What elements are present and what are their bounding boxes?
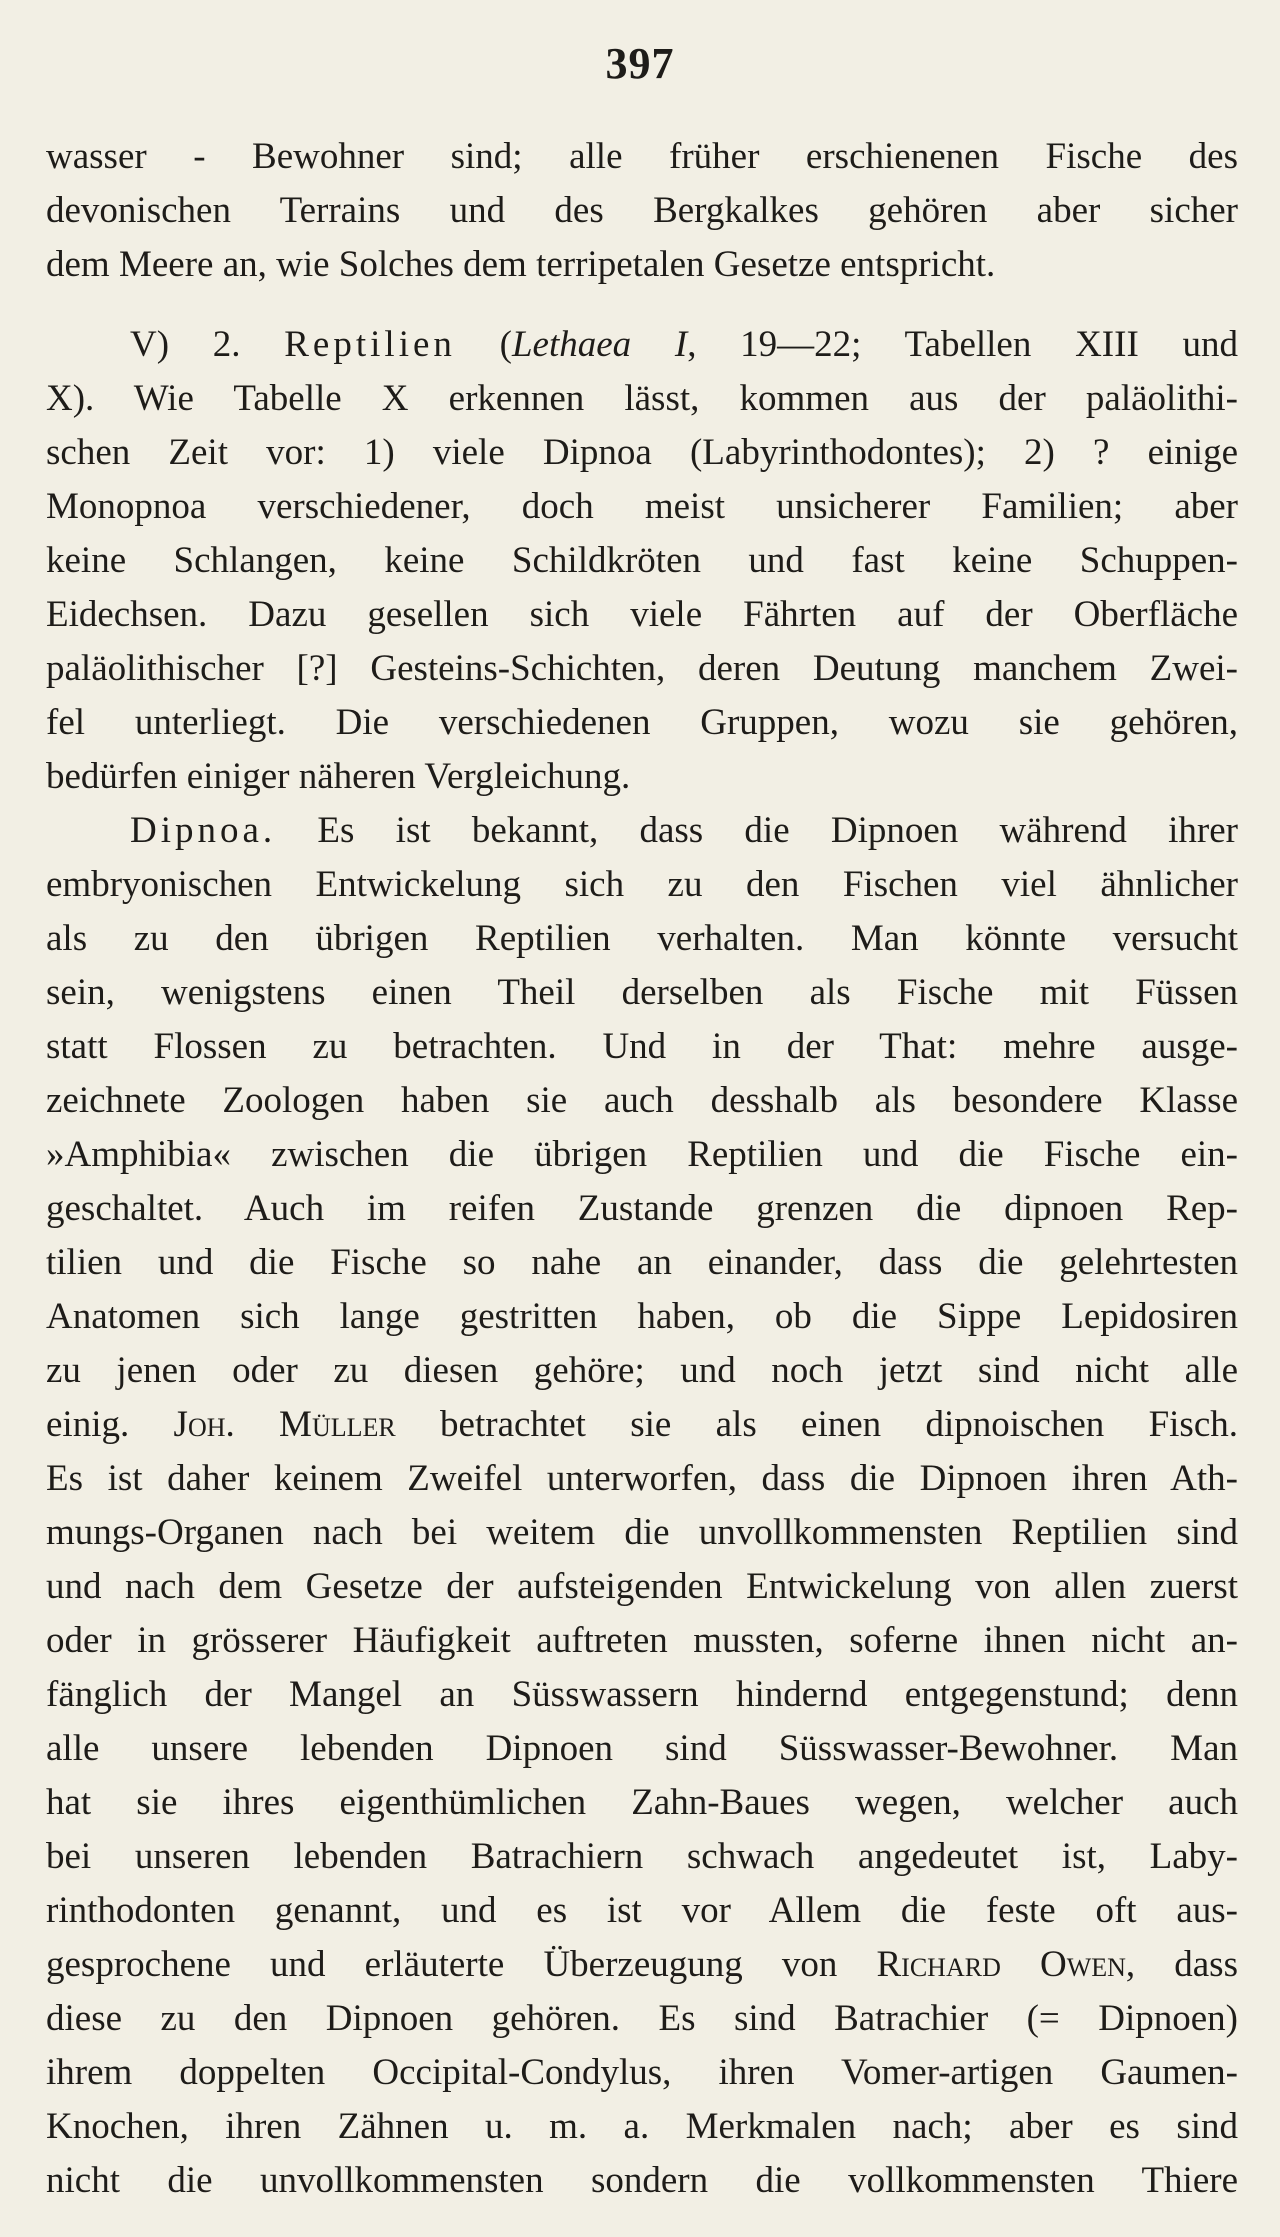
paragraph-title: Dipnoa. [130, 810, 277, 851]
text-line: und nach dem Gesetze der aufsteigenden Entwickelung von allen zuerst [46, 1566, 1238, 1607]
section-title: Reptilien [284, 324, 456, 365]
text-line: hat sie ihres eigenthümlichen Zahn-Baues wegen, welcher auch [46, 1782, 1238, 1823]
text-line: wasser - Bewohner sind; alle früher erschienenen Fische des [46, 136, 1238, 177]
text-line: embryonischen Entwickelung sich zu den Fischen viel ähnlicher [46, 864, 1238, 905]
text-line: fänglich der Mangel an Süsswassern hindernd entgegenstund; denn [46, 1674, 1238, 1715]
text-line: fel unterliegt. Die verschiedenen Gruppen, wozu sie gehören, [46, 702, 1238, 743]
text-line: als zu den übrigen Reptilien verhalten. Man könnte versucht [46, 918, 1238, 959]
text-line: alle unsere lebenden Dipnoen sind Süsswasser-Bewohner. Man [46, 1728, 1238, 1769]
text-line: devonischen Terrains und des Bergkalkes gehören aber sicher [46, 190, 1238, 231]
text-line: ihrem doppelten Occipital-Condylus, ihren Vomer-artigen Gaumen- [46, 2052, 1238, 2093]
text-line: dem Meere an, wie Solches dem terripetalen Gesetze entspricht. [46, 244, 996, 285]
text-line: paläolithischer [?] Gesteins-Schichten, deren Deutung manchem Zwei- [46, 648, 1238, 689]
citation: Lethaea I [511, 324, 688, 365]
text-line: Anatomen sich lange gestritten haben, ob die Sippe Lepidosiren [46, 1296, 1238, 1337]
text-line: mungs-Organen nach bei weitem die unvollkommensten Reptilien sind [46, 1512, 1238, 1553]
text-line: rinthodonten genannt, und es ist vor Allem die feste oft aus- [46, 1890, 1238, 1931]
page-number: 397 [605, 39, 675, 88]
text-line: Es ist daher keinem Zweifel unterworfen, dass die Dipnoen ihren Ath- [46, 1458, 1238, 1499]
section-number: V) 2. [130, 324, 285, 365]
text-line: statt Flossen zu betrachten. Und in der That: mehre ausge- [46, 1026, 1238, 1067]
text-line: Monopnoa verschiedener, doch meist unsicherer Familien; aber [46, 486, 1238, 527]
text-line: diese zu den Dipnoen gehören. Es sind Batrachier (= Dipnoen) [46, 1998, 1238, 2039]
text-line: bei unseren lebenden Batrachiern schwach angedeutet ist, Laby- [46, 1836, 1238, 1877]
text-line: einig. Joh. Müller betrachtet sie als einen dipnoischen Fisch. [46, 1404, 1238, 1445]
text-line: Eidechsen. Dazu gesellen sich viele Fährten auf der Oberfläche [46, 594, 1238, 635]
text-line: oder in grösserer Häufigkeit auftreten mussten, soferne ihnen nicht an- [46, 1620, 1238, 1661]
text-line: gesprochene und erläuterte Überzeugung von Richard Owen, dass [46, 1944, 1238, 1985]
text-line: zu jenen oder zu diesen gehöre; und noch jetzt sind nicht alle [46, 1350, 1238, 1391]
text-line: bedürfen einiger näheren Vergleichung. [46, 756, 631, 797]
text-line: X). Wie Tabelle X erkennen lässt, kommen aus der paläolithi- [46, 378, 1238, 419]
text-line: tilien und die Fische so nahe an einander, dass die gelehrtesten [46, 1242, 1238, 1283]
text-line: schen Zeit vor: 1) viele Dipnoa (Labyrinthodontes); 2) ? einige [46, 432, 1238, 473]
text-line: zeichnete Zoologen haben sie auch desshalb als besondere Klasse [46, 1080, 1238, 1121]
text-line: geschaltet. Auch im reifen Zustande grenzen die dipnoen Rep- [46, 1188, 1238, 1229]
text-line: »Amphibia« zwischen die übrigen Reptilien und die Fische ein- [46, 1134, 1238, 1175]
author-name: Joh. Müller [173, 1404, 396, 1445]
text-line: nicht die unvollkommensten sondern die vollkommensten Thiere [46, 2160, 1238, 2201]
author-name: Richard Owen [876, 1944, 1126, 1985]
paragraph-gap [46, 292, 1238, 318]
paragraph-heading-line: Dipnoa. Es ist bekannt, dass die Dipnoen während ihrer [130, 810, 1238, 851]
text-line: keine Schlangen, keine Schildkröten und fast keine Schuppen- [46, 540, 1238, 581]
text-line: sein, wenigstens einen Theil derselben als Fische mit Füssen [46, 972, 1238, 1013]
section-heading-line: V) 2. Reptilien (Lethaea I, 19—22; Tabellen XIII und [130, 324, 1238, 365]
body-text [46, 130, 1238, 2208]
text-line: Knochen, ihren Zähnen u. m. a. Merkmalen nach; aber es sind [46, 2106, 1238, 2147]
